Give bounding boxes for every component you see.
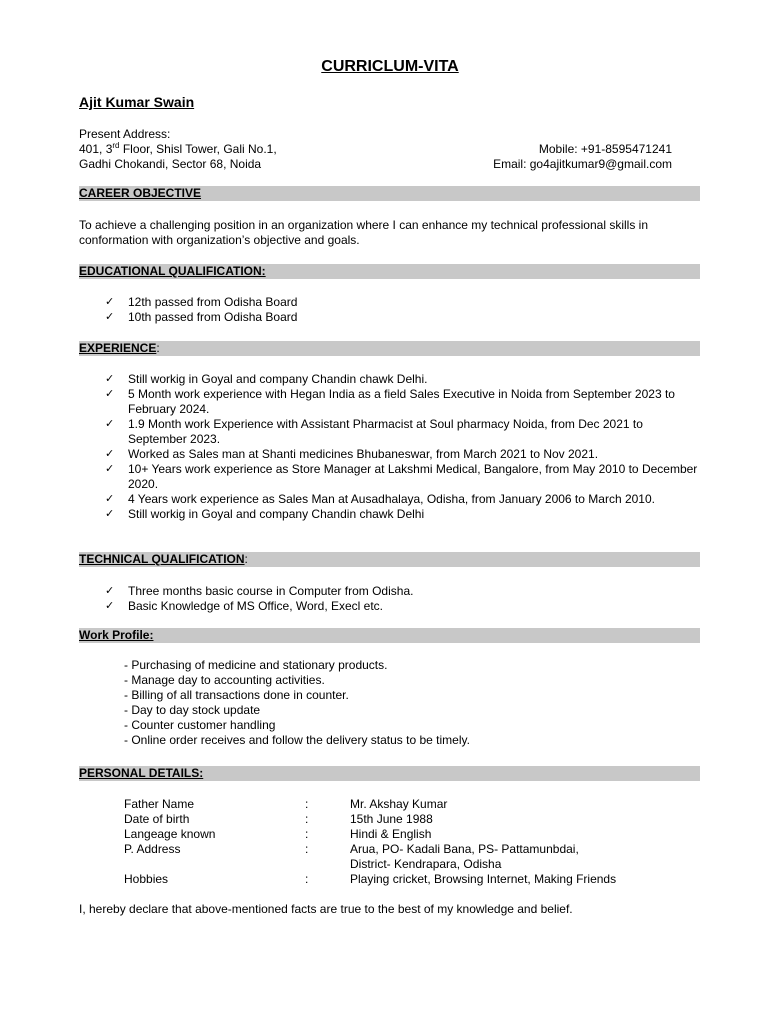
email-address: Email: go4ajitkumar9@gmail.com [493,157,672,171]
work-profile-item: - Online order receives and follow the delivery status to be timely. [124,733,470,747]
check-mark-icon: ✓ [105,493,115,505]
experience-item-text: 5 Month work experience with Hegan India as a field Sales Executive in Noida from September 2023 to February 2024. [128,387,675,416]
check-mark-icon: ✓ [105,585,115,597]
check-mark-icon: ✓ [105,296,115,308]
personal-detail-value [350,842,704,872]
check-mark-icon: ✓ [105,508,115,520]
check-mark-icon: ✓ [105,388,115,400]
personal-details-heading: PERSONAL DETAILS: [79,766,700,781]
personal-detail-value-line: Hindi & English [350,827,432,841]
personal-detail-row [124,872,704,887]
experience-list [79,372,704,522]
personal-detail-row [124,812,704,827]
experience-item-text: 10+ Years work experience as Store Manager at Lakshmi Medical, Bangalore, from May 2010 to December 2020. [128,462,698,491]
personal-detail-separator: : [305,812,309,826]
technical-heading: TECHNICAL QUALIFICATION: [79,552,700,567]
personal-detail-value [350,827,704,842]
check-mark-icon: ✓ [105,373,115,385]
work-profile-list [124,658,470,748]
education-item [79,295,704,310]
experience-item-text: 4 Years work experience as Sales Man at Ausadhalaya, Odisha, from January 2006 to March 2010. [128,492,655,506]
address-line-1: 401, 3rd Floor, Shisl Tower, Gali No.1, [79,141,277,156]
personal-detail-key: Father Name [124,797,195,811]
address-label: Present Address: [79,127,171,141]
work-profile-item: - Day to day stock update [124,703,261,717]
experience-item-text: Still workig in Goyal and company Chandin chawk Delhi [128,507,425,521]
experience-item [79,507,704,522]
personal-detail-separator: : [305,842,309,856]
education-heading: EDUCATIONAL QUALIFICATION: [79,264,700,279]
personal-detail-value-line: District- Kendrapara, Odisha [350,857,502,871]
technical-item [79,584,704,599]
personal-detail-value-line: Playing cricket, Browsing Internet, Making Friends [350,872,617,886]
work-profile-heading: Work Profile: [79,628,700,643]
personal-detail-row [124,797,704,812]
education-list [79,295,704,325]
career-objective-heading: CAREER OBJECTIVE [79,186,700,201]
personal-detail-value [350,797,704,812]
experience-heading: EXPERIENCE: [79,341,700,356]
experience-item-text: Worked as Sales man at Shanti medicines Bhubaneswar, from March 2021 to Nov 2021. [128,447,599,461]
experience-item [79,462,704,492]
career-objective-text: To achieve a challenging position in an organization where I can enhance my technical professional skills in conformation with organization’s objective and goals. [79,218,649,247]
education-item-text: 10th passed from Odisha Board [128,310,298,324]
experience-item [79,372,704,387]
work-profile-item: - Purchasing of medicine and stationary products. [124,658,388,672]
personal-detail-value [350,872,704,887]
personal-detail-row [124,827,704,842]
experience-item [79,387,704,417]
technical-item-text: Three months basic course in Computer from Odisha. [128,584,414,598]
personal-detail-separator: : [305,872,309,886]
personal-detail-value-line: Mr. Akshay Kumar [350,797,448,811]
work-profile-item: - Billing of all transactions done in counter. [124,688,349,702]
personal-detail-value-line: Arua, PO- Kadali Bana, PS- Pattamunbdai, [350,842,579,856]
document-title: CURRICLUM-VITA [321,58,459,75]
work-profile-item: - Counter customer handling [124,718,276,732]
mobile-number: Mobile: +91-8595471241 [538,142,672,156]
personal-detail-key: P. Address [124,842,181,856]
experience-item [79,447,704,462]
experience-item [79,417,704,447]
personal-detail-key: Hobbies [124,872,169,886]
experience-item-text: Still workig in Goyal and company Chandin chawk Delhi. [128,372,428,386]
address-line-2: Gadhi Chokandi, Sector 68, Noida [79,157,262,171]
personal-detail-value [350,812,704,827]
personal-detail-key: Date of birth [124,812,190,826]
check-mark-icon: ✓ [105,448,115,460]
technical-item [79,599,704,614]
check-mark-icon: ✓ [105,463,115,475]
check-mark-icon: ✓ [105,418,115,430]
check-mark-icon: ✓ [105,311,115,323]
personal-detail-separator: : [305,797,309,811]
personal-details-table [124,797,704,887]
personal-detail-key: Langeage known [124,827,216,841]
technical-list [79,584,704,614]
technical-item-text: Basic Knowledge of MS Office, Word, Execl etc. [128,599,383,613]
personal-detail-value-line: 15th June 1988 [350,812,433,826]
education-item [79,310,704,325]
experience-item-text: 1.9 Month work Experience with Assistant Pharmacist at Soul pharmacy Noida, from Dec 2021 to September 2023. [128,417,643,446]
personal-detail-separator: : [305,827,309,841]
work-profile-item: - Manage day to accounting activities. [124,673,325,687]
check-mark-icon: ✓ [105,600,115,612]
experience-item [79,492,704,507]
candidate-name: Ajit Kumar Swain [79,94,195,110]
declaration-text: I, hereby declare that above-mentioned facts are true to the best of my knowledge and belief. [79,902,573,916]
personal-detail-row [124,842,704,872]
education-item-text: 12th passed from Odisha Board [128,295,298,309]
